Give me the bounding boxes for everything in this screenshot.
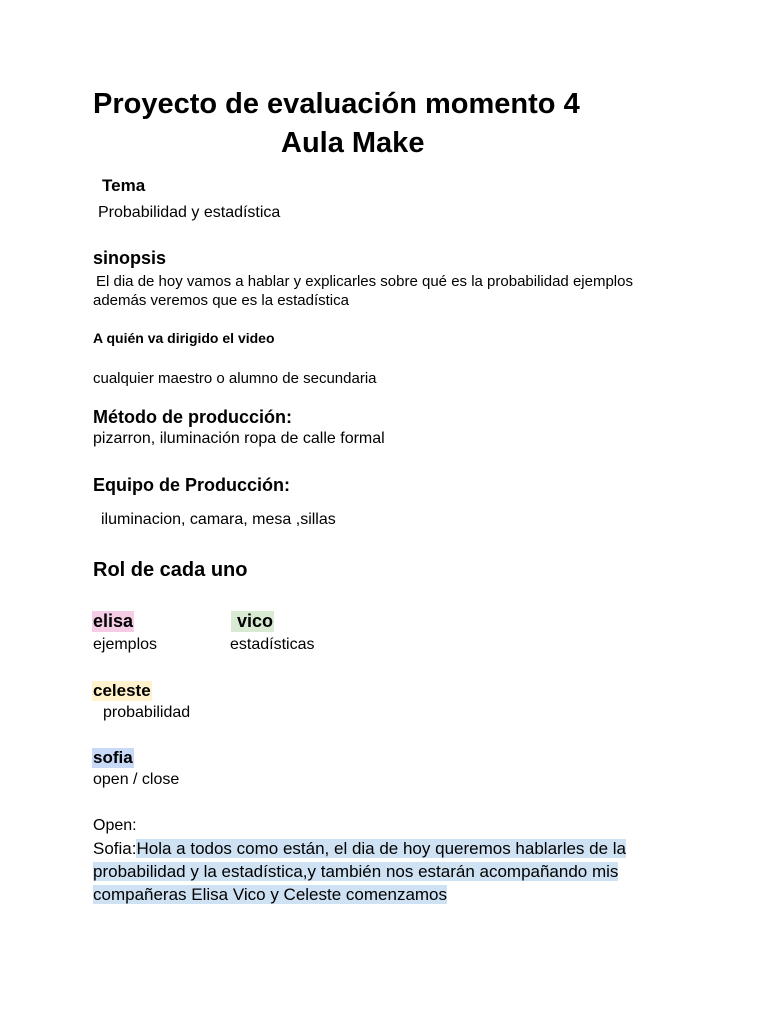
audience-value: cualquier maestro o alumno de secundaria [93,370,377,387]
team-value: iluminacion, camara, mesa ,sillas [101,511,336,528]
sinopsis-heading: sinopsis [93,248,167,268]
role-task-elisa: ejemplos [93,636,158,653]
roles-heading: Rol de cada uno [93,559,248,581]
method-heading: Método de producción: [93,407,292,427]
sinopsis-line-2: además veremos que es la estadística [93,292,349,309]
open-label: Open: [93,817,137,834]
method-value: pizarron, iluminación ropa de calle formal [93,430,385,447]
speech-line-3: compañeras Elisa Vico y Celeste comenzamos [93,885,448,904]
tema-value: Probabilidad y estadística [98,204,281,221]
role-task-sofia: open / close [93,771,180,788]
role-name-celeste: celeste [93,681,151,700]
role-name-vico: vico [231,611,274,632]
speaker-name: Sofia: [93,839,137,858]
role-name-sofia: sofia [93,748,133,767]
speech-line-1: Hola a todos como están, el dia de hoy queremos hablarles de la [136,839,627,858]
role-name-elisa: elisa [93,611,134,631]
tema-heading: Tema [102,176,146,195]
role-task-vico: estadísticas [230,636,315,653]
open-speech [93,837,693,906]
document-title-line-1: Proyecto de evaluación momento 4 [93,88,580,120]
document-title-line-2: Aula Make [281,127,425,159]
team-heading: Equipo de Producción: [93,475,290,495]
speech-line-2: probabilidad y la estadística,y también nos estarán acompañando mis [93,862,619,881]
audience-heading: A quién va dirigido el video [93,330,275,346]
sinopsis-line-1: El dia de hoy vamos a hablar y explicarles sobre qué es la probabilidad ejemplos [96,273,633,290]
role-task-celeste: probabilidad [103,704,191,721]
